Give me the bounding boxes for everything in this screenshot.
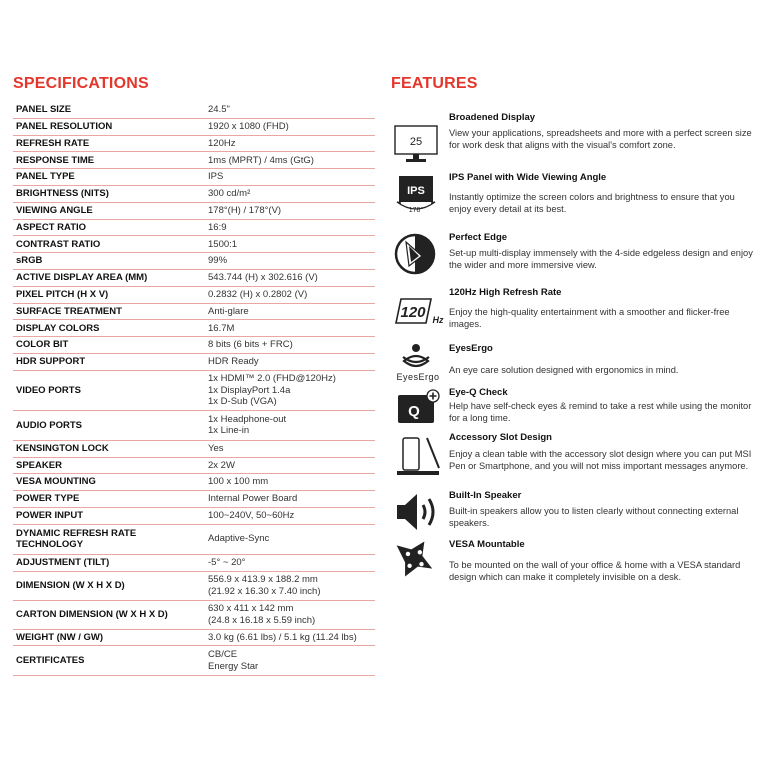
refresh-rate-unit: Hz xyxy=(432,315,444,325)
speaker-icon xyxy=(393,490,445,534)
spec-row xyxy=(13,304,375,321)
spec-value: Adaptive-Sync xyxy=(208,533,270,545)
spec-row xyxy=(13,186,375,203)
spec-key: ASPECT RATIO xyxy=(16,221,87,233)
spec-row xyxy=(13,337,375,354)
spec-row xyxy=(13,646,375,676)
feature-title: IPS Panel with Wide Viewing Angle xyxy=(449,172,607,183)
spec-row xyxy=(13,411,375,441)
spec-key: VESA MOUNTING xyxy=(16,476,96,488)
feature-title: VESA Mountable xyxy=(449,539,525,550)
spec-key: PANEL RESOLUTION xyxy=(16,120,113,132)
feature-description: Set-up multi-display immensely with the 4-side edgeless design and enjoy the wider and more immersive view. xyxy=(449,248,753,270)
spec-value: 8 bits (6 bits + FRC) xyxy=(208,339,293,351)
eyes-ergo-logo-text: EyesErgo xyxy=(396,372,440,382)
feature-title: EyesErgo xyxy=(449,343,493,354)
spec-row xyxy=(13,371,375,411)
feature-description: Enjoy a clean table with the accessory slot design where you can put MSI Pen or Smartphone, and you will not miss important messages anymore. xyxy=(449,449,752,471)
spec-row xyxy=(13,136,375,153)
spec-value: CB/CE Energy Star xyxy=(208,649,259,672)
spec-value: 16:9 xyxy=(208,221,227,233)
spec-value: 2x 2W xyxy=(208,459,235,471)
spec-row xyxy=(13,102,375,119)
spec-key: RESPONSE TIME xyxy=(16,154,95,166)
spec-key: DYNAMIC REFRESH RATE TECHNOLOGY xyxy=(16,527,137,551)
spec-row xyxy=(13,601,375,630)
eye-q-check-icon xyxy=(393,389,445,433)
spec-value: 120Hz xyxy=(208,137,236,149)
spec-row xyxy=(13,441,375,458)
spec-row xyxy=(13,474,375,491)
spec-key: CERTIFICATES xyxy=(16,655,85,667)
spec-row xyxy=(13,203,375,220)
spec-row xyxy=(13,630,375,647)
spec-value: 0.2832 (H) x 0.2802 (V) xyxy=(208,288,308,300)
spec-row xyxy=(13,320,375,337)
spec-row xyxy=(13,525,375,555)
spec-row xyxy=(13,152,375,169)
spec-value: Internal Power Board xyxy=(208,493,298,505)
spec-row xyxy=(13,253,375,270)
feature-title: 120Hz High Refresh Rate xyxy=(449,287,562,298)
spec-value: Yes xyxy=(208,442,224,454)
feature-title: Perfect Edge xyxy=(449,232,508,243)
spec-value: 3.0 kg (6.61 lbs) / 5.1 kg (11.24 lbs) xyxy=(208,631,357,643)
viewing-angle-label: 178° xyxy=(408,207,424,214)
vesa-mount-icon xyxy=(393,539,445,583)
monitor-size-icon xyxy=(393,120,445,164)
spec-key: HDR SUPPORT xyxy=(16,356,86,368)
spec-row xyxy=(13,572,375,601)
ips-label: IPS xyxy=(407,185,425,197)
spec-value: HDR Ready xyxy=(208,356,259,368)
spec-value: 24.5" xyxy=(208,104,230,116)
spec-key: REFRESH RATE xyxy=(16,137,90,149)
spec-row xyxy=(13,508,375,525)
features-heading: FEATURES xyxy=(391,75,478,92)
eye-q-letter: Q xyxy=(408,403,420,420)
spec-row xyxy=(13,555,375,572)
specifications-table xyxy=(13,102,375,676)
feature-description: Enjoy the high-quality entertainment with a smoother and flicker-free images. xyxy=(449,307,730,329)
spec-row xyxy=(13,287,375,304)
spec-key: POWER TYPE xyxy=(16,493,80,505)
spec-key: sRGB xyxy=(16,255,43,267)
feature-title: Accessory Slot Design xyxy=(449,432,552,443)
spec-key: DIMENSION (W X H X D) xyxy=(16,579,125,591)
spec-value: 1920 x 1080 (FHD) xyxy=(208,120,289,132)
spec-key: CONTRAST RATIO xyxy=(16,238,101,250)
feature-description: View your applications, spreadsheets and more with a perfect screen size for work desk that aligns with the visual's comfort zone. xyxy=(449,128,752,150)
spec-value: 1x Headphone-out 1x Line-in xyxy=(208,413,287,437)
feature-description: Built-in speakers allow you to listen clearly without connecting external speakers. xyxy=(449,506,739,528)
spec-key: WEIGHT (NW / GW) xyxy=(16,631,104,643)
spec-key: ACTIVE DISPLAY AREA (MM) xyxy=(16,272,148,284)
spec-value: 543.744 (H) x 302.616 (V) xyxy=(208,272,318,284)
spec-key: SPEAKER xyxy=(16,459,62,471)
spec-row xyxy=(13,119,375,136)
spec-row xyxy=(13,491,375,508)
spec-key: CARTON DIMENSION (W X H X D) xyxy=(16,608,168,620)
spec-value: 100 x 100 mm xyxy=(208,476,269,488)
spec-value: 99% xyxy=(208,255,228,267)
spec-value: 630 x 411 x 142 mm (24.8 x 16.18 x 5.59 inch) xyxy=(208,603,316,626)
spec-value: -5° ~ 20° xyxy=(208,556,246,568)
eyes-ergo-icon xyxy=(393,339,445,383)
spec-row xyxy=(13,220,375,237)
spec-value: 1x HDMI™ 2.0 (FHD@120Hz) 1x DisplayPort 1.4a 1x D-Sub (VGA) xyxy=(208,373,336,407)
spec-value: 1ms (MPRT) / 4ms (GtG) xyxy=(208,154,314,166)
feature-title: Built-In Speaker xyxy=(449,490,522,501)
refresh-rate-number: 120 xyxy=(400,304,426,321)
spec-key: KENSINGTON LOCK xyxy=(16,442,109,454)
feature-title: Broadened Display xyxy=(449,112,536,123)
spec-row xyxy=(13,354,375,371)
spec-key: COLOR BIT xyxy=(16,339,69,351)
spec-value: 300 cd/m² xyxy=(208,188,251,200)
feature-title: Eye-Q Check xyxy=(449,387,508,398)
spec-key: ADJUSTMENT (TILT) xyxy=(16,556,110,568)
spec-row xyxy=(13,236,375,253)
spec-key: PANEL TYPE xyxy=(16,171,75,183)
spec-key: POWER INPUT xyxy=(16,510,84,522)
spec-value: 100~240V, 50~60Hz xyxy=(208,510,295,522)
accessory-slot-icon xyxy=(393,434,445,478)
specifications-heading: SPECIFICATIONS xyxy=(13,75,149,92)
feature-description: An eye care solution designed with ergonomics in mind. xyxy=(449,365,679,375)
spec-key: DISPLAY COLORS xyxy=(16,322,100,334)
spec-row xyxy=(13,270,375,287)
feature-description: Help have self-check eyes & remind to take a rest while using the monitor for a long time. xyxy=(449,401,752,423)
feature-description: Instantly optimize the screen colors and brightness to ensure that you enjoy every detail at its best. xyxy=(449,192,735,214)
spec-value: Anti-glare xyxy=(208,305,249,317)
refresh-rate-icon xyxy=(393,293,445,337)
feature-description: To be mounted on the wall of your office & home with a VESA standard design which can make it completely invisible on a desk. xyxy=(449,560,741,582)
spec-value: 16.7M xyxy=(208,322,235,334)
spec-value: 1500:1 xyxy=(208,238,238,250)
ips-panel-icon xyxy=(393,172,445,216)
spec-key: SURFACE TREATMENT xyxy=(16,305,122,317)
perfect-edge-icon xyxy=(393,232,445,276)
spec-key: BRIGHTNESS (NITS) xyxy=(16,188,109,200)
spec-key: AUDIO PORTS xyxy=(16,419,82,431)
spec-key: VIEWING ANGLE xyxy=(16,204,93,216)
spec-value: 178°(H) / 178°(V) xyxy=(208,204,282,216)
spec-row xyxy=(13,169,375,186)
spec-value: IPS xyxy=(208,171,224,183)
spec-key: PANEL SIZE xyxy=(16,104,72,116)
spec-row xyxy=(13,458,375,475)
spec-key: PIXEL PITCH (H X V) xyxy=(16,288,109,300)
spec-key: VIDEO PORTS xyxy=(16,384,81,396)
monitor-size-label: 25 xyxy=(409,136,423,148)
spec-value: 556.9 x 413.9 x 188.2 mm (21.92 x 16.30 x 7.40 inch) xyxy=(208,574,321,597)
